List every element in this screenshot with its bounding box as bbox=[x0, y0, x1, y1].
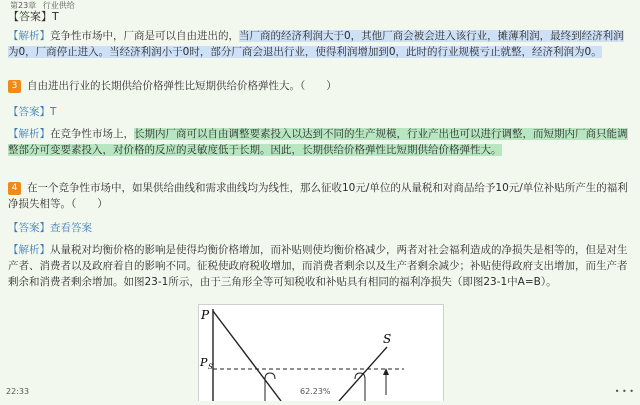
analysis-2-plain: 在竞争性市场上， bbox=[50, 128, 134, 140]
question-number: 3 bbox=[8, 80, 21, 93]
question-number: 4 bbox=[8, 182, 21, 195]
analysis-2 bbox=[8, 126, 630, 158]
label-s: S bbox=[383, 332, 392, 346]
question-4 bbox=[8, 180, 630, 212]
status-bar bbox=[0, 384, 640, 400]
analysis-tag: 【解析】 bbox=[8, 30, 50, 42]
analysis-3 bbox=[8, 242, 630, 290]
analysis-1-plain: 竞争性市场中，厂商是可以自由进出的， bbox=[50, 30, 239, 42]
question-3 bbox=[8, 78, 630, 94]
chapter-label: 第23章 bbox=[10, 1, 37, 10]
menu-dots-icon[interactable]: • • • bbox=[614, 387, 634, 396]
answer-3-text: 【答案】T bbox=[8, 106, 57, 118]
label-ps: P bbox=[200, 356, 208, 369]
answer-3 bbox=[8, 104, 630, 120]
analysis-2-highlight[interactable]: 长期内厂商可以自由调整要素投入以达到不同的生产规模，行业产出也可以进行调整，而短期内厂商只能调整部分可变要素投入，对价格的反应的灵敏度低于长期。因此，长期供给价格弹性比短期供给价格弹性大。 bbox=[8, 128, 628, 156]
analysis-tag: 【解析】 bbox=[8, 128, 50, 140]
brace-a-icon bbox=[265, 373, 275, 379]
axis-label-p: P bbox=[201, 308, 210, 322]
analysis-3-text: 从量税对均衡价格的影响是使得均衡价格增加，而补贴则使均衡价格减少，两者对社会福利造成的净损失是相等的，但是对生产者、消费者以及政府着自的影响不同。征税使政府税收增加，而消费者剩余以及生产者剩余减少；补贴使得政府支出增加，而生产者剩余和消费者剩余增加。如图23-1所示，由于三角形全等可知税收和补贴具有相同的福利净损失（即图23-1中A=B）。 bbox=[8, 244, 628, 288]
analysis-1 bbox=[8, 28, 630, 60]
chapter-subtitle: 行业供给 bbox=[42, 1, 75, 10]
reading-progress: 62.23% bbox=[300, 387, 331, 396]
analysis-tag: 【解析】 bbox=[8, 244, 50, 256]
question-4-text: 在一个竞争性市场中，如果供给曲线和需求曲线均为线性，那么征收10元/单位的从量税和对商品给予10元/单位补贴所产生的福利净损失相等。（ ） bbox=[8, 182, 628, 210]
view-answer-link[interactable]: 查看答案 bbox=[50, 222, 92, 234]
top-header bbox=[0, 0, 640, 12]
analysis-1-highlight[interactable]: 当厂商的经济利润大于0，其他厂商会被会进入该行业，摊薄利润，最终到经济利润为0，厂商停止进入。当经济利润小于0时，部分厂商会退出行业，使得利润增加到0，此时的行业规模亏止就整，经济利润为0。 bbox=[8, 30, 624, 58]
answer-4-tag: 【答案】 bbox=[8, 222, 50, 234]
clock: 22:33 bbox=[6, 387, 30, 396]
answer-4 bbox=[8, 220, 630, 236]
answer-top: 【答案】T bbox=[8, 10, 59, 23]
question-3-text: 自由进出行业的长期供给价格弹性比短期供给价格弹性大。（ ） bbox=[27, 80, 337, 92]
label-ps-sub: S bbox=[208, 363, 213, 371]
